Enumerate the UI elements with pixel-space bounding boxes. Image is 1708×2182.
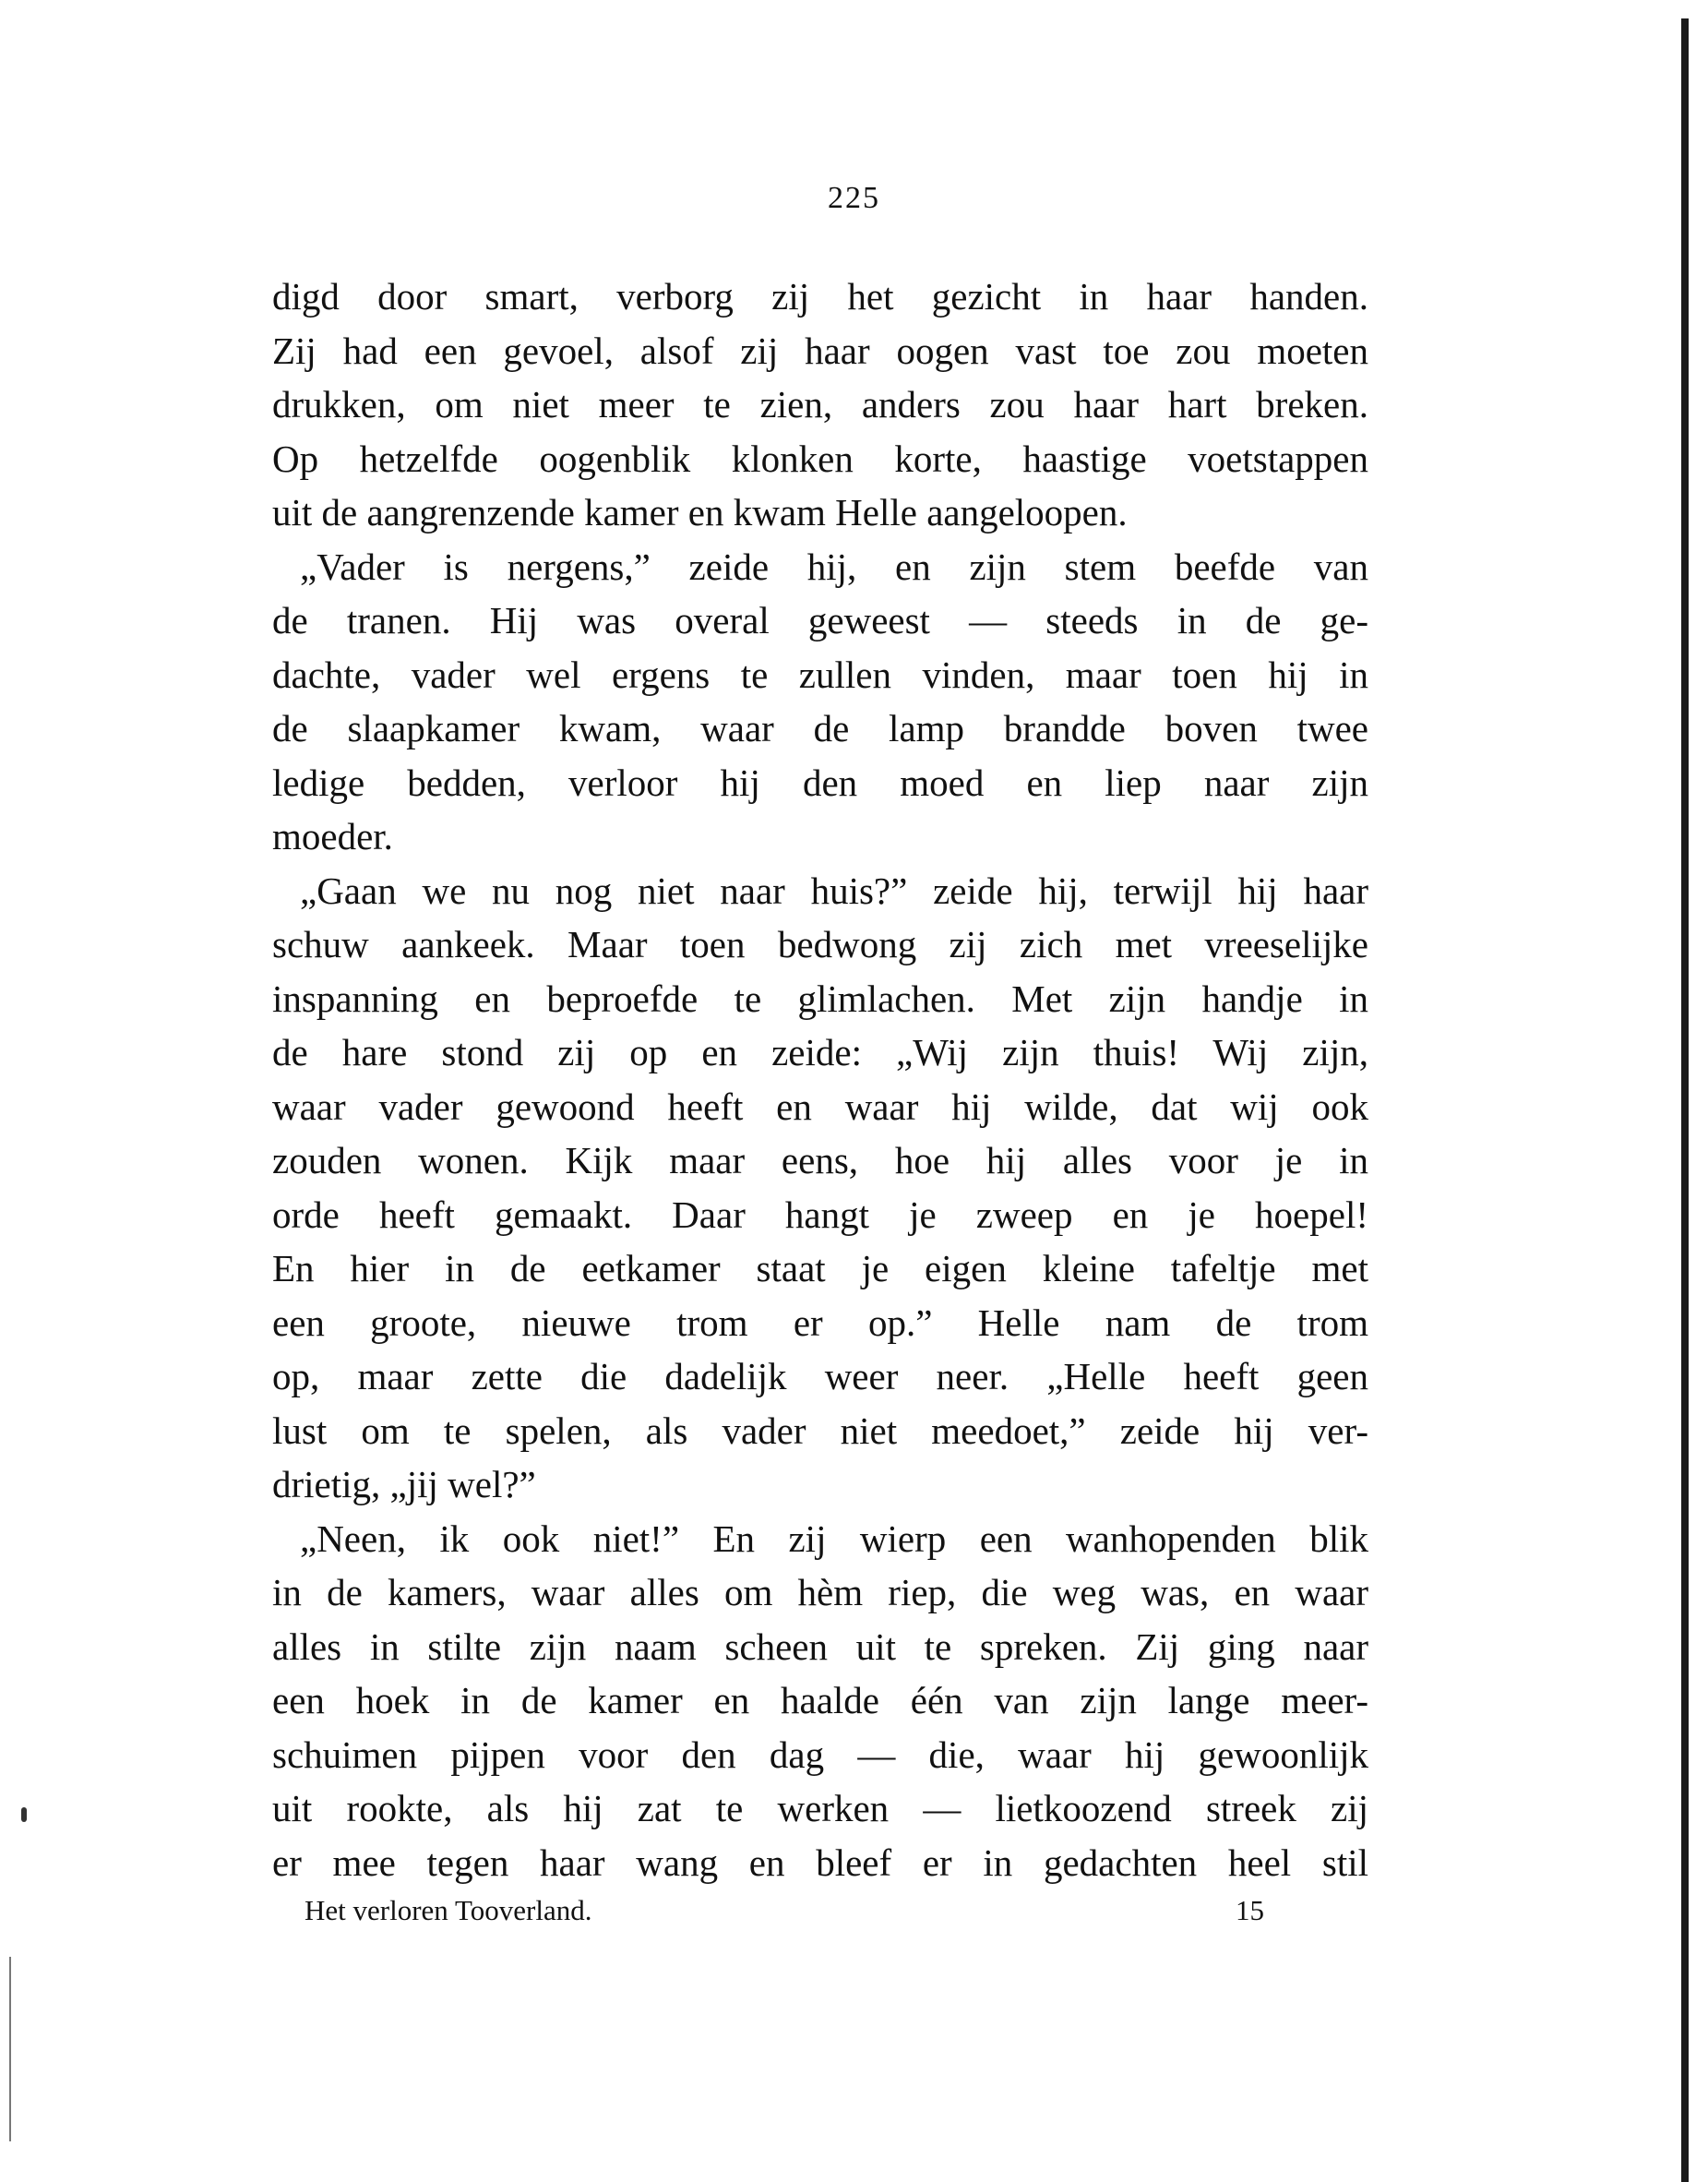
text-line: ledige bedden, verloor hij den moed en liep naar zijn xyxy=(272,761,1368,804)
paragraph xyxy=(272,1512,1368,1890)
text-line: waar vader gewoond heeft en waar hij wilde, dat wij ook xyxy=(272,1085,1368,1128)
text-line: uit rookte, als hij zat te werken — lietkoozend streek zij xyxy=(272,1787,1368,1829)
text-line: zouden wonen. Kijk maar eens, hoe hij alles voor je in xyxy=(272,1139,1368,1181)
text-line: digd door smart, verborg zij het gezicht in haar handen. xyxy=(272,275,1368,318)
text-line: inspanning en beproefde te glimlachen. Met zijn handje in xyxy=(272,977,1368,1020)
text-line: de slaapkamer kwam, waar de lamp brandde boven twee xyxy=(272,707,1368,749)
page-number: 225 xyxy=(828,181,880,215)
text-line: moeder. xyxy=(272,815,393,857)
text-line: dachte, vader wel ergens te zullen vinden, maar toen hij in xyxy=(272,653,1368,696)
body-text xyxy=(272,270,1368,1889)
text-line: op, maar zette die dadelijk weer neer. „Helle heeft geen xyxy=(272,1355,1368,1397)
footer-signature-mark: 15 xyxy=(1236,1894,1264,1926)
text-line: Zij had een gevoel, alsof zij haar oogen vast toe zou moeten xyxy=(272,329,1368,372)
text-line: er mee tegen haar wang en bleef er in gedachten heel stil xyxy=(272,1840,1368,1884)
text-line: lust om te spelen, als vader niet meedoet,” zeide hij ver- xyxy=(272,1409,1368,1452)
paragraph xyxy=(272,270,1368,540)
paragraph xyxy=(272,864,1368,1512)
ink-blot xyxy=(21,1807,27,1822)
paragraph xyxy=(272,540,1368,864)
text-line: in de kamers, waar alles om hèm riep, die weg was, en waar xyxy=(272,1571,1368,1613)
text-line: schuimen pijpen voor den dag — die, waar hij gewoonlijk xyxy=(272,1732,1368,1776)
footer-book-title: Het verloren Tooverland. xyxy=(305,1894,592,1926)
page-footer xyxy=(305,1894,1264,1927)
text-line: „Vader is nergens,” zeide hij, en zijn stem beefde van xyxy=(300,545,1368,588)
text-line: de hare stond zij op en zeide: „Wij zijn thuis! Wij zijn, xyxy=(272,1031,1368,1073)
text-line: drukken, om niet meer te zien, anders zou haar hart breken. xyxy=(272,383,1368,426)
text-line: „Neen, ik ook niet!” En zij wierp een wanhopenden blik xyxy=(300,1517,1368,1560)
text-line: uit de aangrenzende kamer en kwam Helle aangeloopen. xyxy=(272,491,1128,534)
text-line: „Gaan we nu nog niet naar huis?” zeide hij, terwijl hij haar xyxy=(300,869,1368,912)
text-line: schuw aankeek. Maar toen bedwong zij zich met vreeselijke xyxy=(272,923,1368,965)
scan-margin-mark xyxy=(9,1957,11,2141)
text-line: een groote, nieuwe trom er op.” Helle nam de trom xyxy=(272,1301,1368,1344)
page-edge-shadow xyxy=(1681,18,1689,2182)
text-line: alles in stilte zijn naam scheen uit te spreken. Zij ging naar xyxy=(272,1625,1368,1668)
text-line: orde heeft gemaakt. Daar hangt je zweep en je hoepel! xyxy=(272,1193,1368,1236)
text-line: een hoek in de kamer en haalde één van zijn lange meer- xyxy=(272,1679,1368,1721)
text-line: drietig, „jij wel?” xyxy=(272,1463,536,1505)
text-line: de tranen. Hij was overal geweest — steeds in de ge- xyxy=(272,599,1368,641)
text-line: En hier in de eetkamer staat je eigen kleine tafeltje met xyxy=(272,1247,1368,1289)
text-line: Op hetzelfde oogenblik klonken korte, haastige voetstappen xyxy=(272,437,1368,480)
